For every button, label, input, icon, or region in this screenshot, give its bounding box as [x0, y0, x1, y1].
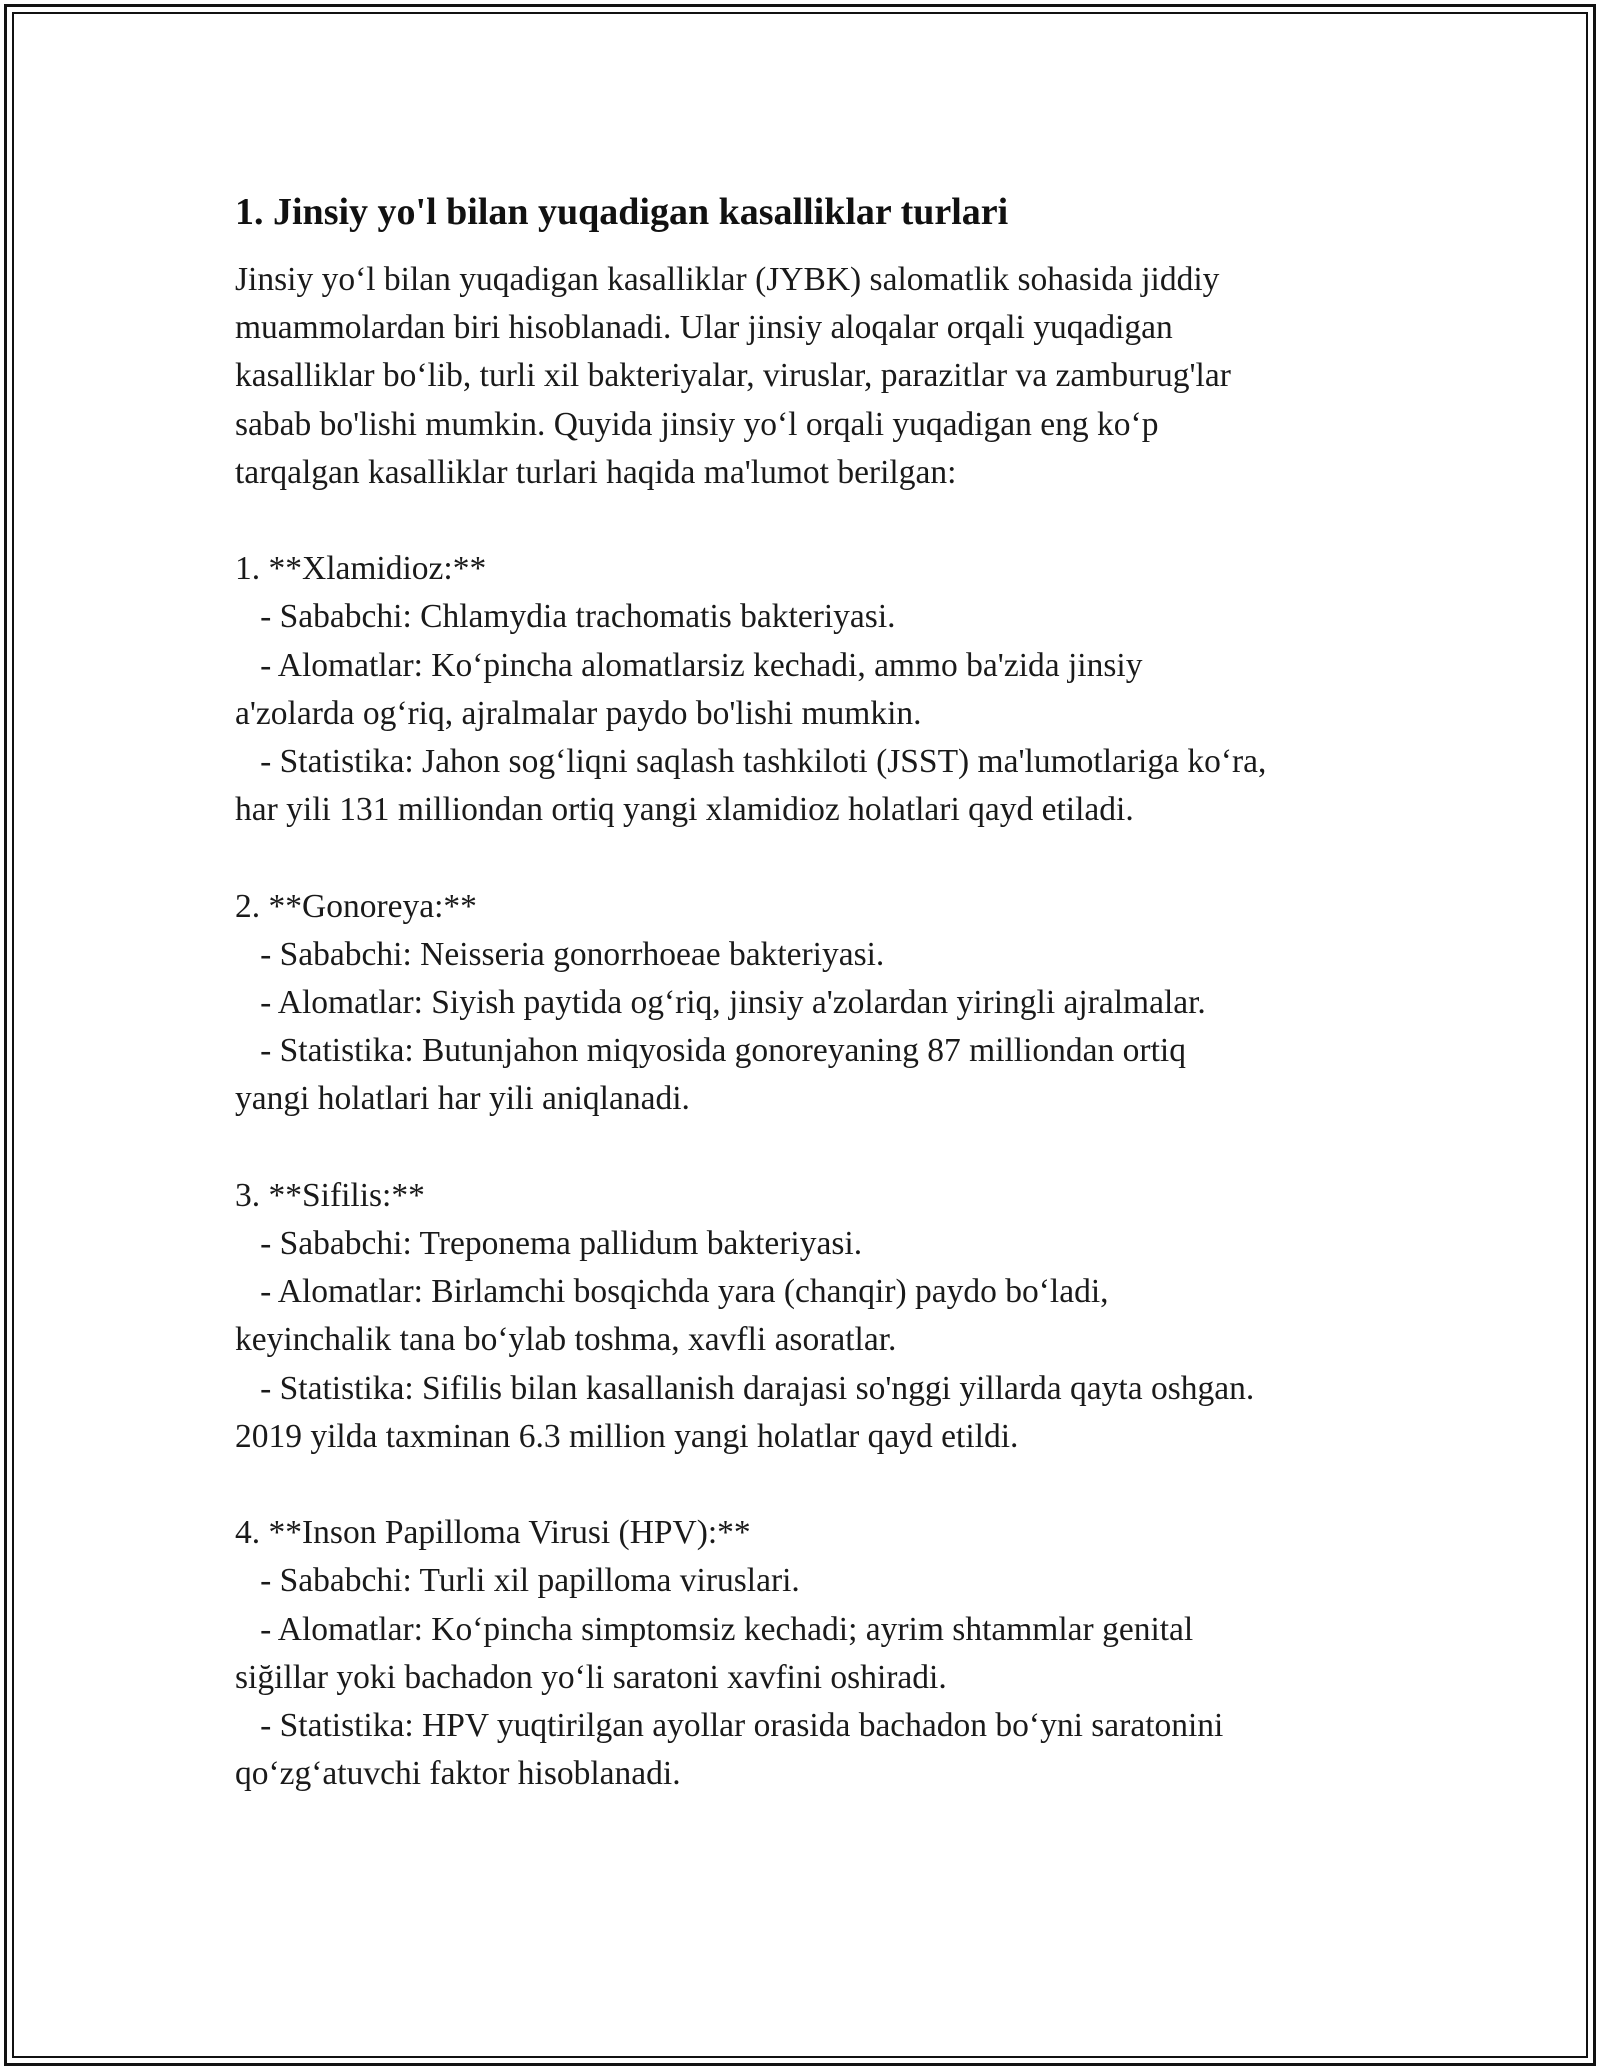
blank-line: [235, 1124, 1415, 1172]
section-syphilis: [235, 1172, 1415, 1461]
section-line: - Sababchi: Chlamydia trachomatis bakteriyasi.: [235, 598, 896, 636]
section-heading: 3. **Sifilis:**: [235, 1176, 425, 1214]
section-line: - Statistika: Sifilis bilan kasallanish darajasi so'nggi yillarda qayta oshgan.: [235, 1369, 1255, 1407]
blank-line: [235, 1461, 1415, 1509]
section-line: - Sababchi: Treponema pallidum bakteriyasi.: [235, 1225, 863, 1263]
section-heading: 4. **Inson Papilloma Virusi (HPV):**: [235, 1514, 751, 1552]
intro-line: sabab bo'lishi mumkin. Quyida jinsiy yo‘l orqali yuqadigan eng ko‘p: [235, 405, 1159, 443]
section-line: - Sababchi: Neisseria gonorrhoeae bakteriyasi.: [235, 935, 885, 973]
section-chlamydia: [235, 545, 1415, 834]
section-line: - Statistika: Butunjahon miqyosida gonoreyaning 87 milliondan ortiq: [235, 1032, 1186, 1070]
blank-line: [235, 834, 1415, 882]
section-line: - Statistika: Jahon sog‘liqni saqlash tashkiloti (JSST) ma'lumotlariga ko‘ra,: [235, 743, 1267, 781]
section-line: - Alomatlar: Birlamchi bosqichda yara (chanqir) paydo bo‘ladi,: [235, 1273, 1109, 1311]
section-line: qo‘zg‘atuvchi faktor hisoblanadi.: [235, 1755, 681, 1793]
section-line: a'zolarda og‘riq, ajralmalar paydo bo'lishi mumkin.: [235, 694, 922, 732]
intro-line: muammolardan biri hisoblanadi. Ular jinsiy aloqalar orqali yuqadigan: [235, 309, 1173, 347]
section-line: - Alomatlar: Ko‘pincha alomatlarsiz kechadi, ammo ba'zida jinsiy: [235, 646, 1143, 684]
section-hpv: [235, 1509, 1415, 1798]
section-gonorrhea: [235, 883, 1415, 1124]
intro-line: Jinsiy yo‘l bilan yuqadigan kasalliklar (JYBK) salomatlik sohasida jiddiy: [235, 261, 1220, 298]
section-line: - Sababchi: Turli xil papilloma viruslari.: [235, 1562, 800, 1600]
document-body: [235, 188, 1415, 1798]
section-line: keyinchalik tana bo‘ylab toshma, xavfli asoratlar.: [235, 1321, 897, 1359]
intro-line: tarqalgan kasalliklar turlari haqida ma'lumot berilgan:: [235, 453, 957, 491]
document-title: 1. Jinsiy yo'l bilan yuqadigan kasalliklar turlari: [235, 191, 1009, 233]
intro-line: kasalliklar bo‘lib, turli xil bakteriyalar, viruslar, parazitlar va zamburug'lar: [235, 357, 1231, 395]
section-line: har yili 131 milliondan ortiq yangi xlamidioz holatlari qayd etiladi.: [235, 791, 1134, 829]
section-line: - Alomatlar: Ko‘pincha simptomsiz kechadi; ayrim shtammlar genital: [235, 1610, 1194, 1648]
section-line: yangi holatlari har yili aniqlanadi.: [235, 1080, 690, 1118]
section-heading: 2. **Gonoreya:**: [235, 887, 477, 925]
section-heading: 1. **Xlamidioz:**: [235, 550, 487, 588]
section-line: siğillar yoki bachadon yo‘li saratoni xavfini oshiradi.: [235, 1658, 947, 1696]
document-text: [235, 256, 1415, 1798]
blank-line: [235, 497, 1415, 545]
section-line: - Statistika: HPV yuqtirilgan ayollar orasida bachadon bo‘yni saratonini: [235, 1707, 1224, 1745]
section-line: - Alomatlar: Siyish paytida og‘riq, jinsiy a'zolardan yiringli ajralmalar.: [235, 984, 1206, 1022]
section-line: 2019 yilda taxminan 6.3 million yangi holatlar qayd etildi.: [235, 1417, 1019, 1455]
